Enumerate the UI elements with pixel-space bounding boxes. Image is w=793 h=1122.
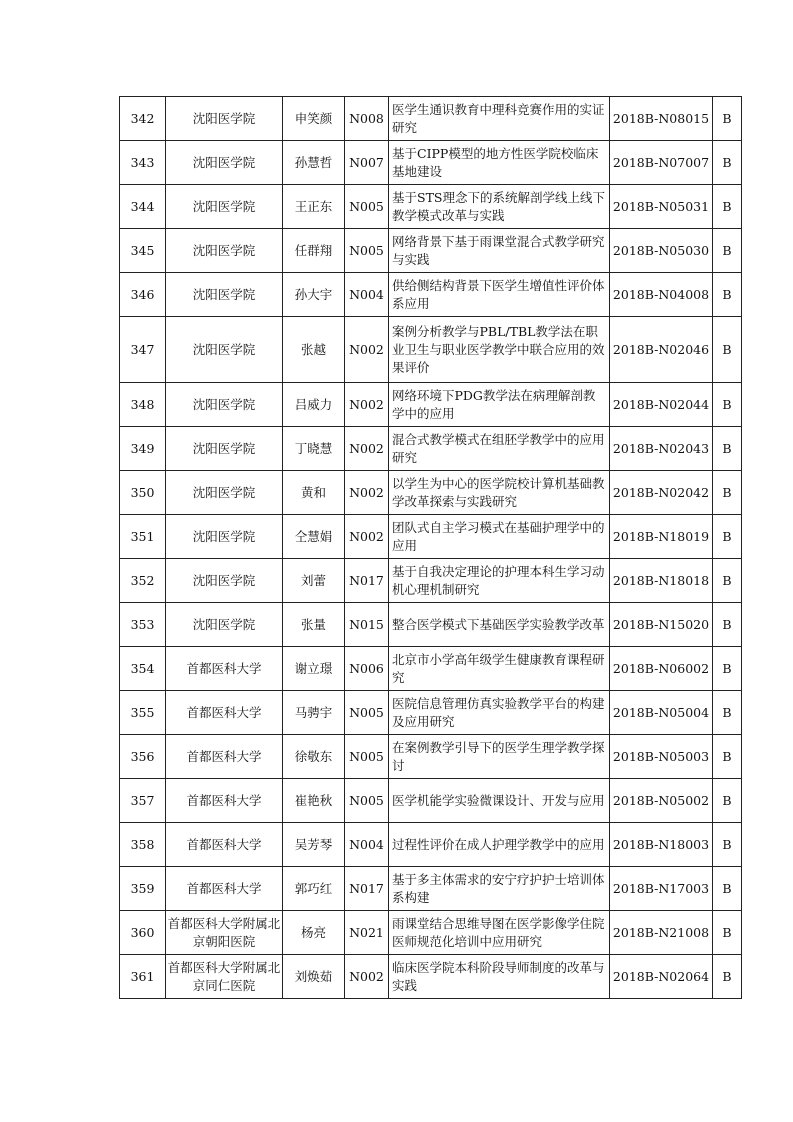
- project-grade: B: [713, 185, 742, 229]
- table-row: [120, 911, 742, 955]
- applicant-name: 孙慧哲: [283, 141, 345, 185]
- table-row: [120, 383, 742, 427]
- category-code: N005: [345, 691, 389, 735]
- table-row: [120, 955, 742, 999]
- project-table-body: [120, 97, 742, 999]
- project-title: 在案例教学引导下的医学生理学教学探讨: [389, 735, 610, 779]
- row-number: 348: [120, 383, 166, 427]
- row-number: 343: [120, 141, 166, 185]
- school-name: 首都医科大学: [166, 647, 283, 691]
- school-name: 首都医科大学: [166, 691, 283, 735]
- project-grade: B: [713, 647, 742, 691]
- row-number: 349: [120, 427, 166, 471]
- project-id: 2018B-N21008: [610, 911, 713, 955]
- category-code: N008: [345, 97, 389, 141]
- school-name: 沈阳医学院: [166, 141, 283, 185]
- category-code: N021: [345, 911, 389, 955]
- project-title: 基于多主体需求的安宁疗护护士培训体系构建: [389, 867, 610, 911]
- applicant-name: 刘焕茹: [283, 955, 345, 999]
- table-row: [120, 427, 742, 471]
- project-grade: B: [713, 515, 742, 559]
- project-id: 2018B-N15020: [610, 603, 713, 647]
- project-title: 医院信息管理仿真实验教学平台的构建及应用研究: [389, 691, 610, 735]
- project-title: 网络背景下基于雨课堂混合式教学研究与实践: [389, 229, 610, 273]
- category-code: N002: [345, 515, 389, 559]
- project-id: 2018B-N06002: [610, 647, 713, 691]
- project-grade: B: [713, 141, 742, 185]
- project-grade: B: [713, 867, 742, 911]
- project-title: 基于自我决定理论的护理本科生学习动机心理机制研究: [389, 559, 610, 603]
- project-grade: B: [713, 603, 742, 647]
- project-id: 2018B-N05003: [610, 735, 713, 779]
- applicant-name: 崔艳秋: [283, 779, 345, 823]
- applicant-name: 任群翔: [283, 229, 345, 273]
- table-row: [120, 779, 742, 823]
- category-code: N017: [345, 867, 389, 911]
- category-code: N015: [345, 603, 389, 647]
- row-number: 356: [120, 735, 166, 779]
- row-number: 351: [120, 515, 166, 559]
- category-code: N004: [345, 273, 389, 317]
- project-id: 2018B-N02043: [610, 427, 713, 471]
- school-name: 首都医科大学附属北京朝阳医院: [166, 911, 283, 955]
- row-number: 342: [120, 97, 166, 141]
- row-number: 357: [120, 779, 166, 823]
- project-id: 2018B-N02044: [610, 383, 713, 427]
- school-name: 首都医科大学: [166, 823, 283, 867]
- project-id: 2018B-N05030: [610, 229, 713, 273]
- table-row: [120, 735, 742, 779]
- table-row: [120, 317, 742, 383]
- project-id: 2018B-N17003: [610, 867, 713, 911]
- row-number: 345: [120, 229, 166, 273]
- applicant-name: 吕威力: [283, 383, 345, 427]
- table-row: [120, 471, 742, 515]
- table-row: [120, 559, 742, 603]
- row-number: 358: [120, 823, 166, 867]
- project-table: [119, 96, 742, 999]
- project-grade: B: [713, 317, 742, 383]
- project-title: 基于CIPP模型的地方性医学院校临床基地建设: [389, 141, 610, 185]
- applicant-name: 马骋宇: [283, 691, 345, 735]
- project-title: 雨课堂结合思维导图在医学影像学住院医师规范化培训中应用研究: [389, 911, 610, 955]
- project-title: 过程性评价在成人护理学教学中的应用: [389, 823, 610, 867]
- project-id: 2018B-N18003: [610, 823, 713, 867]
- project-title: 基于STS理念下的系统解剖学线上线下教学模式改革与实践: [389, 185, 610, 229]
- project-title: 医学生通识教育中理科竞赛作用的实证研究: [389, 97, 610, 141]
- category-code: N002: [345, 427, 389, 471]
- project-title: 以学生为中心的医学院校计算机基础教学改革探索与实践研究: [389, 471, 610, 515]
- project-id: 2018B-N02064: [610, 955, 713, 999]
- applicant-name: 刘蕾: [283, 559, 345, 603]
- row-number: 344: [120, 185, 166, 229]
- project-id: 2018B-N18019: [610, 515, 713, 559]
- applicant-name: 杨亮: [283, 911, 345, 955]
- row-number: 361: [120, 955, 166, 999]
- school-name: 首都医科大学: [166, 867, 283, 911]
- school-name: 沈阳医学院: [166, 471, 283, 515]
- project-title: 案例分析教学与PBL/TBL教学法在职业卫生与职业医学教学中联合应用的效果评价: [389, 317, 610, 383]
- applicant-name: 徐敬东: [283, 735, 345, 779]
- project-title: 北京市小学高年级学生健康教育课程研究: [389, 647, 610, 691]
- school-name: 沈阳医学院: [166, 97, 283, 141]
- applicant-name: 谢立璟: [283, 647, 345, 691]
- applicant-name: 张越: [283, 317, 345, 383]
- project-id: 2018B-N05004: [610, 691, 713, 735]
- project-id: 2018B-N02042: [610, 471, 713, 515]
- table-row: [120, 141, 742, 185]
- row-number: 353: [120, 603, 166, 647]
- school-name: 沈阳医学院: [166, 273, 283, 317]
- project-grade: B: [713, 471, 742, 515]
- category-code: N005: [345, 779, 389, 823]
- project-id: 2018B-N02046: [610, 317, 713, 383]
- table-row: [120, 647, 742, 691]
- project-grade: B: [713, 383, 742, 427]
- school-name: 沈阳医学院: [166, 317, 283, 383]
- project-id: 2018B-N07007: [610, 141, 713, 185]
- project-title: 医学机能学实验微课设计、开发与应用: [389, 779, 610, 823]
- project-grade: B: [713, 229, 742, 273]
- category-code: N005: [345, 185, 389, 229]
- school-name: 首都医科大学: [166, 779, 283, 823]
- school-name: 首都医科大学: [166, 735, 283, 779]
- row-number: 346: [120, 273, 166, 317]
- project-grade: B: [713, 823, 742, 867]
- project-id: 2018B-N04008: [610, 273, 713, 317]
- project-title: 团队式自主学习模式在基础护理学中的应用: [389, 515, 610, 559]
- row-number: 354: [120, 647, 166, 691]
- category-code: N002: [345, 383, 389, 427]
- applicant-name: 郭巧红: [283, 867, 345, 911]
- project-title: 网络环境下PDG教学法在病理解剖教学中的应用: [389, 383, 610, 427]
- category-code: N005: [345, 229, 389, 273]
- project-title: 临床医学院本科阶段导师制度的改革与实践: [389, 955, 610, 999]
- category-code: N002: [345, 955, 389, 999]
- school-name: 沈阳医学院: [166, 383, 283, 427]
- table-row: [120, 603, 742, 647]
- category-code: N017: [345, 559, 389, 603]
- project-id: 2018B-N05002: [610, 779, 713, 823]
- table-row: [120, 691, 742, 735]
- school-name: 首都医科大学附属北京同仁医院: [166, 955, 283, 999]
- project-grade: B: [713, 911, 742, 955]
- project-grade: B: [713, 735, 742, 779]
- category-code: N007: [345, 141, 389, 185]
- applicant-name: 张量: [283, 603, 345, 647]
- table-row: [120, 185, 742, 229]
- applicant-name: 王正东: [283, 185, 345, 229]
- school-name: 沈阳医学院: [166, 229, 283, 273]
- project-id: 2018B-N18018: [610, 559, 713, 603]
- row-number: 359: [120, 867, 166, 911]
- project-title: 整合医学模式下基础医学实验教学改革: [389, 603, 610, 647]
- applicant-name: 丁晓慧: [283, 427, 345, 471]
- applicant-name: 申笑颜: [283, 97, 345, 141]
- school-name: 沈阳医学院: [166, 559, 283, 603]
- category-code: N004: [345, 823, 389, 867]
- row-number: 350: [120, 471, 166, 515]
- project-grade: B: [713, 691, 742, 735]
- category-code: N002: [345, 471, 389, 515]
- table-row: [120, 823, 742, 867]
- applicant-name: 仝慧娟: [283, 515, 345, 559]
- table-row: [120, 97, 742, 141]
- school-name: 沈阳医学院: [166, 185, 283, 229]
- row-number: 352: [120, 559, 166, 603]
- project-grade: B: [713, 955, 742, 999]
- table-row: [120, 273, 742, 317]
- row-number: 347: [120, 317, 166, 383]
- project-grade: B: [713, 779, 742, 823]
- applicant-name: 孙大宇: [283, 273, 345, 317]
- applicant-name: 黄和: [283, 471, 345, 515]
- row-number: 360: [120, 911, 166, 955]
- project-title: 混合式教学模式在组胚学教学中的应用研究: [389, 427, 610, 471]
- category-code: N002: [345, 317, 389, 383]
- row-number: 355: [120, 691, 166, 735]
- category-code: N005: [345, 735, 389, 779]
- table-row: [120, 229, 742, 273]
- project-id: 2018B-N08015: [610, 97, 713, 141]
- project-grade: B: [713, 97, 742, 141]
- project-id: 2018B-N05031: [610, 185, 713, 229]
- applicant-name: 吴芳琴: [283, 823, 345, 867]
- project-grade: B: [713, 427, 742, 471]
- project-title: 供给侧结构背景下医学生增值性评价体系应用: [389, 273, 610, 317]
- school-name: 沈阳医学院: [166, 515, 283, 559]
- table-row: [120, 867, 742, 911]
- project-grade: B: [713, 559, 742, 603]
- category-code: N006: [345, 647, 389, 691]
- table-row: [120, 515, 742, 559]
- school-name: 沈阳医学院: [166, 603, 283, 647]
- project-grade: B: [713, 273, 742, 317]
- school-name: 沈阳医学院: [166, 427, 283, 471]
